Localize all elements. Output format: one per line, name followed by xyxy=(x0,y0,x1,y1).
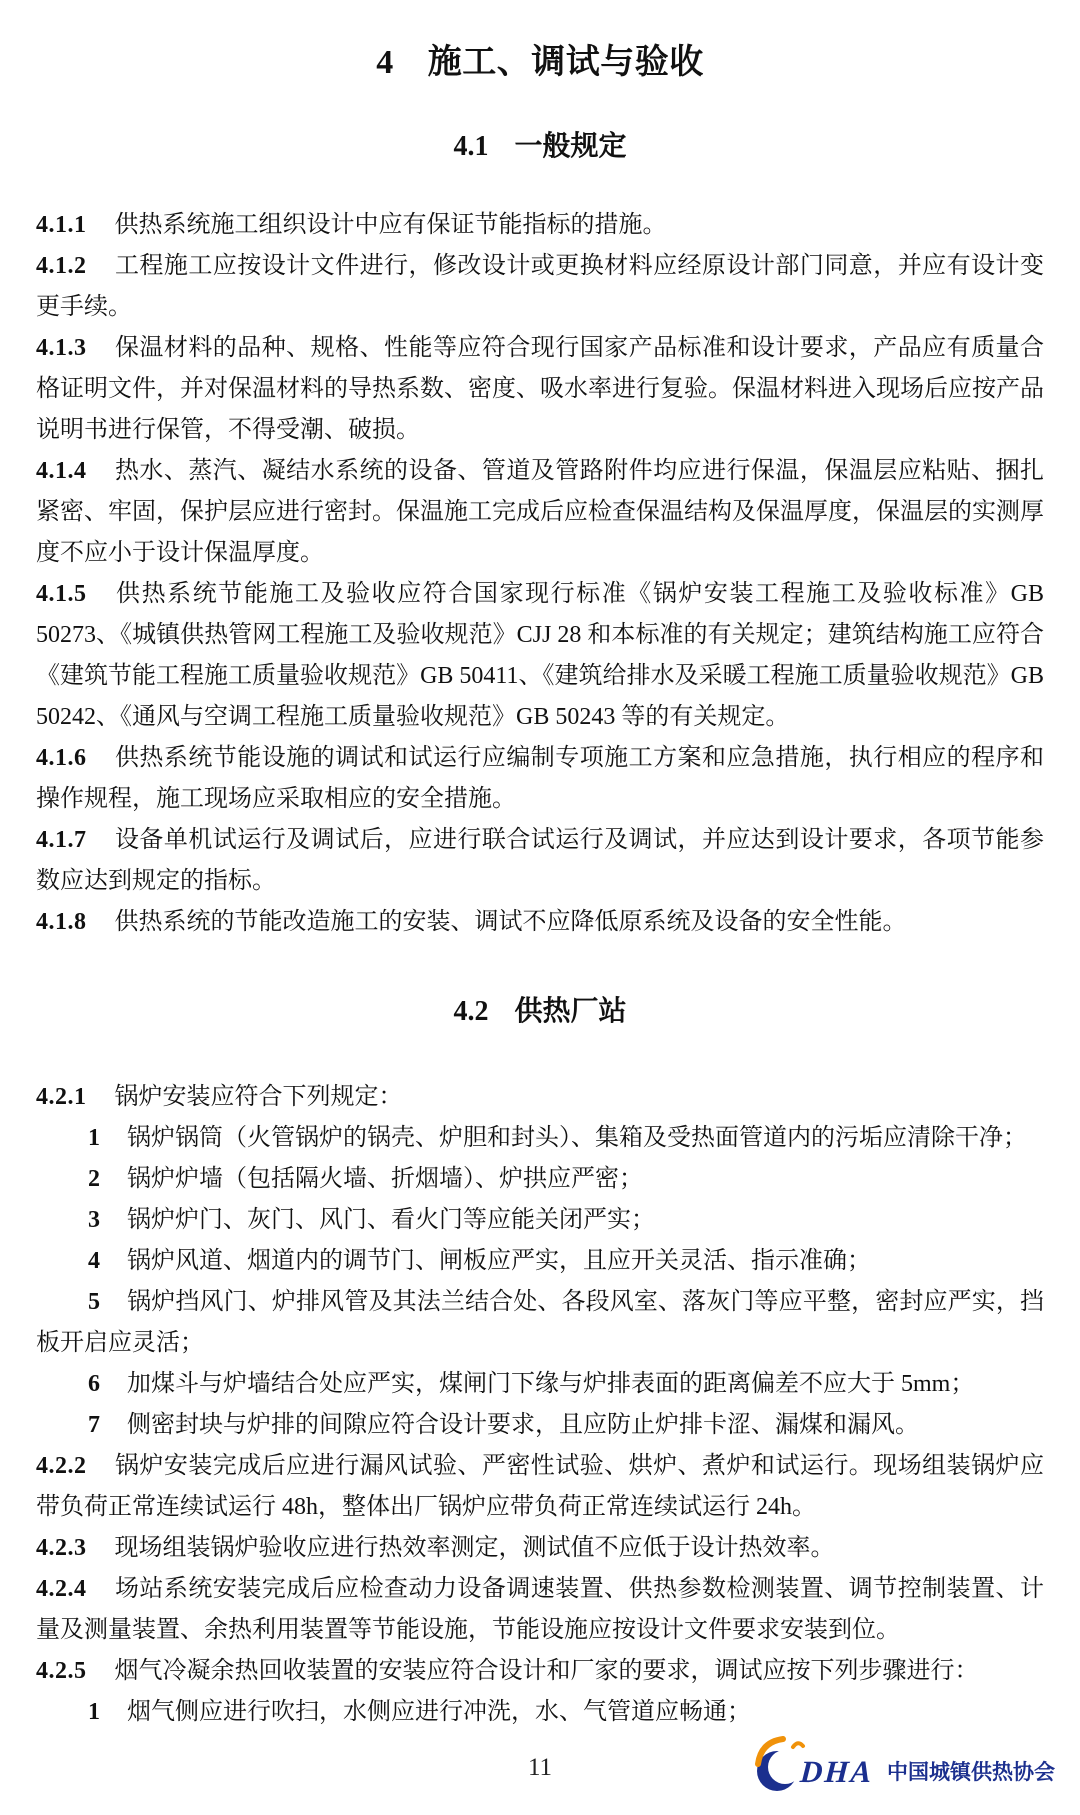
section-title-text: 供热厂站 xyxy=(514,996,627,1027)
item-text: 锅炉挡风门、炉排风管及其法兰结合处、各段风室、落灰门等应平整，密封应严实，挡板开启应灵活； xyxy=(36,1289,1044,1356)
clause-text: 烟气冷凝余热回收装置的安装应符合设计和厂家的要求，调试应按下列步骤进行： xyxy=(114,1658,979,1684)
list-item-2 xyxy=(36,1159,1044,1200)
clause-4-1-5 xyxy=(36,574,1044,738)
clause-number: 4.2.5 xyxy=(36,1658,87,1684)
section-number: 4.2 xyxy=(453,996,489,1027)
clause-text: 供热系统节能施工及验收应符合国家现行标准《锅炉安装工程施工及验收标准》GB 50273、《城镇供热管网工程施工及验收规范》CJJ 28 和本标准的有关规定；建筑结构施工应符合《建筑节能工程施工质量验收规范》GB 50411、《建筑给排水及采暖工程施工质量验收规范》GB 50242、《通风与空调工程施工质量验收规范》GB 50243 等的有关规定。 xyxy=(36,581,1044,730)
clause-text: 供热系统节能设施的调试和试运行应编制专项施工方案和应急措施，执行相应的程序和操作规程，施工现场应采取相应的安全措施。 xyxy=(36,745,1044,812)
clause-number: 4.1.8 xyxy=(36,909,87,935)
section-4-2-body xyxy=(36,1077,1044,1733)
clause-number: 4.1.7 xyxy=(36,827,87,853)
item-number: 1 xyxy=(88,1699,100,1725)
item-number: 7 xyxy=(88,1412,100,1438)
item-text: 加煤斗与炉墙结合处应严实，煤闸门下缘与炉排表面的距离偏差不应大于 5mm； xyxy=(127,1371,975,1397)
clause-4-2-2 xyxy=(36,1446,1044,1528)
item-number: 3 xyxy=(88,1207,100,1233)
clause-number: 4.1.5 xyxy=(36,581,87,607)
clause-text: 供热系统施工组织设计中应有保证节能指标的措施。 xyxy=(114,212,667,238)
clause-4-2-4 xyxy=(36,1569,1044,1651)
item-text: 锅炉炉墙（包括隔火墙、折烟墙）、炉拱应严密； xyxy=(127,1166,643,1192)
clause-number: 4.1.1 xyxy=(36,212,87,238)
item-text: 锅炉炉门、灰门、风门、看火门等应能关闭严实； xyxy=(127,1207,655,1233)
clause-4-2-1 xyxy=(36,1077,1044,1118)
clause-number: 4.2.3 xyxy=(36,1535,87,1561)
clause-text: 锅炉安装应符合下列规定： xyxy=(114,1084,403,1110)
item-text: 锅炉锅筒（火管锅炉的锅壳、炉胆和封头）、集箱及受热面管道内的污垢应清除干净； xyxy=(127,1125,1027,1151)
clause-number: 4.1.2 xyxy=(36,253,87,279)
clause-number: 4.1.6 xyxy=(36,745,87,771)
item-text: 锅炉风道、烟道内的调节门、闸板应严实，且应开关灵活、指示准确； xyxy=(127,1248,871,1274)
association-logo xyxy=(752,1736,1055,1794)
item-text: 侧密封块与炉排的间隙应符合设计要求，且应防止炉排卡涩、漏煤和漏风。 xyxy=(127,1412,919,1438)
section-heading-4-2 xyxy=(0,997,1080,1027)
clause-number: 4.2.4 xyxy=(36,1576,87,1602)
item-number: 1 xyxy=(88,1125,100,1151)
chapter-number: 4 xyxy=(376,44,394,81)
clause-4-2-5 xyxy=(36,1651,1044,1692)
logo-flame-arc-small xyxy=(793,1743,803,1747)
clause-4-2-3 xyxy=(36,1528,1044,1569)
item-number: 4 xyxy=(88,1248,100,1274)
section-heading-4-1 xyxy=(0,132,1080,162)
list-item-3 xyxy=(36,1200,1044,1241)
clause-4-1-3 xyxy=(36,328,1044,451)
section-number: 4.1 xyxy=(453,131,489,162)
item-number: 2 xyxy=(88,1166,100,1192)
clause-number: 4.2.2 xyxy=(36,1453,87,1479)
list-item-5 xyxy=(36,1282,1044,1364)
list-item-7 xyxy=(36,1405,1044,1446)
list-item-6 xyxy=(36,1364,1044,1405)
association-abbreviation: DHA xyxy=(798,1754,875,1789)
association-name: 中国城镇供热协会 xyxy=(887,1761,1055,1784)
list-item-4 xyxy=(36,1241,1044,1282)
clause-text: 现场组装锅炉验收应进行热效率测定，测试值不应低于设计热效率。 xyxy=(114,1535,835,1561)
item-number: 6 xyxy=(88,1371,100,1397)
clause-text: 供热系统的节能改造施工的安装、调试不应降低原系统及设备的安全性能。 xyxy=(114,909,907,935)
item-text: 烟气侧应进行吹扫，水侧应进行冲洗，水、气管道应畅通； xyxy=(127,1699,751,1725)
clause-4-1-2 xyxy=(36,246,1044,328)
clause-4-1-1 xyxy=(36,205,1044,246)
clause-text: 保温材料的品种、规格、性能等应符合现行国家产品标准和设计要求，产品应有质量合格证明文件，并对保温材料的导热系数、密度、吸水率进行复验。保温材料进入现场后应按产品说明书进行保管，不得受潮、破损。 xyxy=(36,335,1044,443)
clause-text: 热水、蒸汽、凝结水系统的设备、管道及管路附件均应进行保温，保温层应粘贴、捆扎紧密、牢固，保护层应进行密封。保温施工完成后应检查保温结构及保温厚度，保温层的实测厚度不应小于设计保温厚度。 xyxy=(36,458,1044,566)
item-number: 5 xyxy=(88,1289,100,1315)
clause-text: 工程施工应按设计文件进行，修改设计或更换材料应经原设计部门同意，并应有设计变更手续。 xyxy=(36,253,1044,320)
clause-text: 场站系统安装完成后应检查动力设备调速装置、供热参数检测装置、调节控制装置、计量及测量装置、余热利用装置等节能设施，节能设施应按设计文件要求安装到位。 xyxy=(36,1576,1044,1643)
list-item-1 xyxy=(36,1118,1044,1159)
clause-4-1-6 xyxy=(36,738,1044,820)
chapter-title-text: 施工、调试与验收 xyxy=(427,44,704,81)
chapter-title xyxy=(0,0,1080,81)
clause-text: 锅炉安装完成后应进行漏风试验、严密性试验、烘炉、煮炉和试运行。现场组装锅炉应带负荷正常连续试运行 48h，整体出厂锅炉应带负荷正常连续试运行 24h。 xyxy=(36,1453,1044,1520)
clause-text: 设备单机试运行及调试后，应进行联合试运行及调试，并应达到设计要求，各项节能参数应达到规定的指标。 xyxy=(36,827,1044,894)
clause-number: 4.2.1 xyxy=(36,1084,87,1110)
clause-4-1-4 xyxy=(36,451,1044,574)
clause-number: 4.1.4 xyxy=(36,458,87,484)
clause-number: 4.1.3 xyxy=(36,335,87,361)
section-title-text: 一般规定 xyxy=(514,131,627,162)
crescent-inner-mask xyxy=(768,1750,802,1784)
clause-4-1-7 xyxy=(36,820,1044,902)
list-item-425-1 xyxy=(36,1692,1044,1733)
clause-4-1-8 xyxy=(36,902,1044,943)
page-number: 11 xyxy=(527,1754,553,1781)
section-4-1-body xyxy=(36,205,1044,943)
